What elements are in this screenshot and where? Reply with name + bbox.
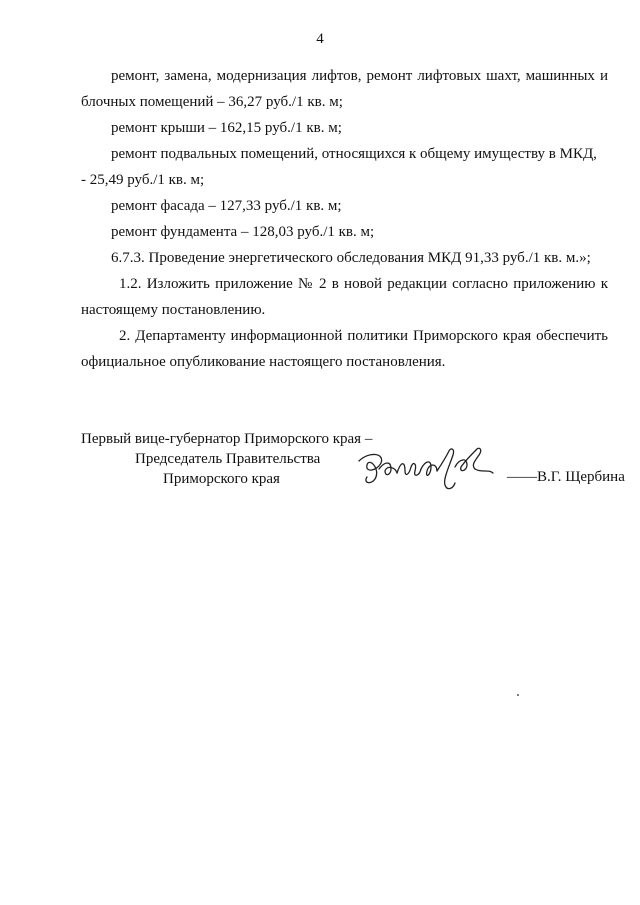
signatory-title-line-1: Первый вице-губернатор Приморского края –	[81, 431, 373, 447]
signatory-title-line-3: Приморского края	[163, 471, 280, 487]
paragraph-basement-repair-cost: - 25,49 руб./1 кв. м;	[81, 172, 205, 188]
handwritten-signature	[351, 439, 531, 499]
paragraph-elevator-repair: ремонт, замена, модернизация лифтов, ремонт лифтовых шахт, машинных и блочных помещений – 36,27 руб./1 кв. м;	[81, 68, 608, 110]
signatory-name: ——В.Г. Щербина	[507, 469, 625, 485]
paragraph-energy-audit: 6.7.3. Проведение энергетического обследования МКД 91,33 руб./1 кв. м.»;	[111, 250, 591, 266]
paragraph-foundation-repair: ремонт фундамента – 128,03 руб./1 кв. м;	[111, 224, 375, 240]
paragraph-roof-repair: ремонт крыши – 162,15 руб./1 кв. м;	[111, 120, 342, 136]
document-body	[81, 63, 608, 375]
scan-speck	[517, 694, 519, 696]
signature-block	[81, 429, 625, 509]
paragraph-publication: 2. Департаменту информационной политики Приморского края обеспечить официальное опубликование настоящего постановления.	[81, 328, 608, 370]
paragraph-facade-repair: ремонт фасада – 127,33 руб./1 кв. м;	[111, 198, 342, 214]
signatory-title-line-2: Председатель Правительства	[135, 451, 321, 467]
paragraph-basement-repair: ремонт подвальных помещений, относящихся к общему имуществу в МКД,	[111, 146, 597, 162]
paragraph-appendix-2: 1.2. Изложить приложение № 2 в новой редакции согласно приложению к настоящему постановлению.	[81, 276, 608, 318]
page-number: 4	[316, 31, 324, 47]
